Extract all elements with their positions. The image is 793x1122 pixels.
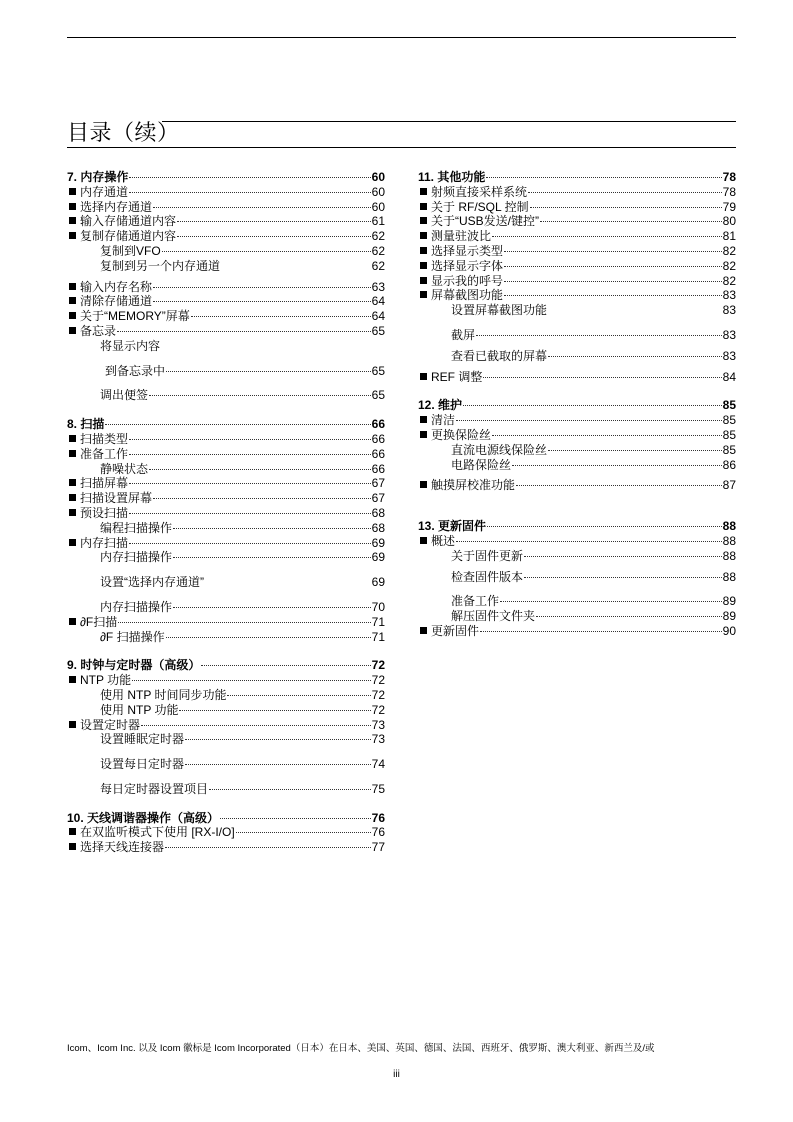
toc-entry[interactable] bbox=[67, 324, 385, 339]
toc-entry-label: 选择显示类型 bbox=[418, 244, 503, 259]
toc-entry-label: 准备工作 bbox=[451, 594, 500, 609]
dot-leader bbox=[153, 207, 371, 208]
dot-leader bbox=[548, 450, 722, 451]
toc-entry-page: 72 bbox=[371, 702, 385, 717]
dot-leader bbox=[492, 236, 722, 237]
toc-entry-label: 输入内存名称 bbox=[67, 280, 152, 295]
toc-entry-page: 66 bbox=[371, 431, 385, 446]
toc-entry-page: 80 bbox=[722, 214, 736, 229]
toc-entry-page: 74 bbox=[371, 757, 385, 772]
toc-entry-page: 81 bbox=[722, 229, 736, 244]
toc-entry-label: 9. 时钟与定时器（高级） bbox=[67, 658, 201, 673]
toc-entry-page: 71 bbox=[371, 629, 385, 644]
toc-entry[interactable] bbox=[67, 600, 385, 615]
toc-entry-label: 设置“选择内存通道” bbox=[100, 575, 204, 590]
toc-entry-label: 截屏 bbox=[451, 327, 476, 342]
toc-entry-label: 测量驻波比 bbox=[418, 229, 491, 244]
spacer bbox=[67, 590, 385, 600]
toc-entry[interactable] bbox=[418, 478, 736, 493]
toc-entry-label: 选择显示字体 bbox=[418, 259, 503, 274]
dot-leader bbox=[540, 221, 722, 222]
dot-leader bbox=[480, 631, 722, 632]
toc-column-right bbox=[418, 170, 736, 639]
toc-entry-page: 89 bbox=[722, 594, 736, 609]
dot-leader bbox=[185, 764, 371, 765]
dot-leader bbox=[165, 847, 371, 848]
toc-entry-page: 79 bbox=[722, 199, 736, 214]
toc-entry[interactable] bbox=[418, 349, 736, 364]
dot-leader bbox=[129, 439, 371, 440]
toc-entry-label: NTP 功能 bbox=[67, 673, 131, 688]
toc-entry-page: 60 bbox=[371, 199, 385, 214]
toc-entry-label: 内存扫描操作 bbox=[100, 599, 173, 614]
toc-entry-page: 63 bbox=[371, 279, 385, 294]
toc-entry[interactable] bbox=[67, 364, 385, 379]
toc-entry[interactable] bbox=[67, 476, 385, 491]
dot-leader bbox=[129, 543, 371, 544]
dot-leader bbox=[512, 465, 722, 466]
toc-entry-page: 89 bbox=[722, 609, 736, 624]
dot-leader bbox=[132, 680, 371, 681]
toc-section-heading[interactable] bbox=[67, 170, 385, 185]
toc-entry-label: 内存扫描 bbox=[67, 536, 128, 551]
toc-entry-page: 64 bbox=[371, 309, 385, 324]
toc-entry-page: 73 bbox=[371, 732, 385, 747]
toc-entry-label: 设置每日定时器 bbox=[100, 757, 185, 772]
toc-entry[interactable] bbox=[418, 609, 736, 624]
toc-entry-page: 69 bbox=[371, 535, 385, 550]
toc-entry-label: REF 调整 bbox=[418, 370, 482, 385]
dot-leader bbox=[227, 695, 370, 696]
toc-entry[interactable] bbox=[67, 388, 385, 403]
toc-entry-label: 清除存储通道 bbox=[67, 294, 152, 309]
toc-entry[interactable] bbox=[67, 782, 385, 797]
dot-leader bbox=[191, 316, 371, 317]
toc-entry-label: 更换保险丝 bbox=[418, 428, 491, 443]
toc-entry-label: 射频直接采样系统 bbox=[418, 185, 527, 200]
toc-entry[interactable] bbox=[67, 732, 385, 747]
toc-entry-label: 概述 bbox=[418, 534, 455, 549]
toc-entry[interactable] bbox=[418, 534, 736, 549]
toc-entry-label: 关于固件更新 bbox=[451, 548, 524, 563]
spacer bbox=[67, 772, 385, 782]
dot-leader bbox=[118, 622, 370, 623]
toc-entry[interactable] bbox=[67, 506, 385, 521]
toc-entry-page: 83 bbox=[722, 303, 736, 318]
toc-entry-page: 83 bbox=[722, 327, 736, 342]
toc-entry[interactable] bbox=[67, 673, 385, 688]
toc-entry-page: 90 bbox=[722, 623, 736, 638]
toc-entry-page: 82 bbox=[722, 273, 736, 288]
toc-entry-label: 关于 RF/SQL 控制 bbox=[418, 200, 529, 215]
toc-entry-page: 66 bbox=[371, 417, 385, 432]
toc-entry[interactable] bbox=[67, 432, 385, 447]
toc-entry-page: 71 bbox=[371, 614, 385, 629]
toc-entry[interactable] bbox=[67, 703, 385, 718]
dot-leader bbox=[177, 221, 371, 222]
dot-leader bbox=[185, 739, 371, 740]
dot-leader bbox=[177, 236, 371, 237]
toc-entry-page: 88 bbox=[722, 548, 736, 563]
toc-entry[interactable] bbox=[67, 825, 385, 840]
dot-leader bbox=[179, 710, 370, 711]
toc-entry-page: 67 bbox=[371, 491, 385, 506]
toc-entry-label: 关于“USB发送/键控” bbox=[418, 214, 539, 229]
toc-section-heading[interactable] bbox=[418, 519, 736, 534]
toc-entry-page: 72 bbox=[371, 658, 385, 673]
toc-entry-page: 82 bbox=[722, 243, 736, 258]
toc-entry[interactable] bbox=[67, 214, 385, 229]
toc-entry[interactable] bbox=[67, 309, 385, 324]
toc-entry[interactable] bbox=[67, 575, 385, 590]
toc-entry-label: 输入存储通道内容 bbox=[67, 214, 176, 229]
toc-entry-page: 60 bbox=[371, 184, 385, 199]
dot-leader bbox=[524, 577, 722, 578]
toc-entry-label: 13. 更新固件 bbox=[418, 519, 487, 534]
dot-leader bbox=[483, 377, 721, 378]
toc-entry-page: 72 bbox=[371, 687, 385, 702]
dot-leader bbox=[528, 192, 722, 193]
dot-leader bbox=[220, 818, 371, 819]
toc-entry-page: 66 bbox=[371, 461, 385, 476]
toc-entry-page: 61 bbox=[371, 214, 385, 229]
toc-entry[interactable] bbox=[67, 244, 385, 259]
toc-entry-page: 69 bbox=[371, 575, 385, 590]
spacer bbox=[67, 747, 385, 757]
spacer bbox=[67, 354, 385, 364]
toc-entry[interactable] bbox=[67, 840, 385, 855]
toc-entry[interactable] bbox=[67, 757, 385, 772]
toc-entry-label: 预设扫描 bbox=[67, 506, 128, 521]
toc-entry-page: 65 bbox=[371, 323, 385, 338]
dot-leader bbox=[149, 469, 371, 470]
toc-entry-page: 82 bbox=[722, 258, 736, 273]
toc-entry-label: 清洁 bbox=[418, 413, 455, 428]
dot-leader bbox=[487, 526, 722, 527]
trademark-note: Icom、Icom Inc. 以及 Icom 徽标是 Icom Incorporated（日本）在日本、美国、英国、德国、法国、西班牙、俄罗斯、澳大利亚、新西兰及/或 bbox=[67, 1043, 655, 1054]
toc-entry[interactable] bbox=[67, 536, 385, 551]
dot-leader bbox=[201, 665, 370, 666]
dot-leader bbox=[504, 295, 722, 296]
toc-entry[interactable] bbox=[418, 413, 736, 428]
toc-entry[interactable] bbox=[418, 328, 736, 343]
toc-entry-page: 76 bbox=[371, 825, 385, 840]
dot-leader bbox=[504, 251, 722, 252]
toc-entry-page: 85 bbox=[722, 427, 736, 442]
toc-section-heading[interactable] bbox=[67, 811, 385, 826]
toc-entry-page: 69 bbox=[371, 550, 385, 565]
dot-leader bbox=[141, 725, 371, 726]
toc-entry-label: 到备忘录中 bbox=[105, 363, 166, 378]
toc-entry-page: 78 bbox=[722, 170, 736, 184]
toc-section-heading[interactable] bbox=[418, 170, 736, 185]
title-rule bbox=[67, 147, 736, 148]
spacer bbox=[67, 797, 385, 811]
toc-entry-page: 75 bbox=[371, 781, 385, 796]
toc-entry-label: 备忘录 bbox=[67, 324, 116, 339]
toc-entry[interactable] bbox=[67, 447, 385, 462]
dot-leader bbox=[153, 287, 371, 288]
toc-entry-page: 86 bbox=[722, 457, 736, 472]
dot-leader bbox=[117, 331, 371, 332]
toc-entry-page: 68 bbox=[371, 505, 385, 520]
toc-entry[interactable] bbox=[67, 462, 385, 477]
toc-entry-page: 60 bbox=[371, 170, 385, 184]
toc-section-heading[interactable] bbox=[67, 658, 385, 673]
dot-leader bbox=[236, 832, 371, 833]
toc-entry-label: 屏幕截图功能 bbox=[418, 288, 503, 303]
dot-leader bbox=[536, 616, 722, 617]
toc-entry-page: 65 bbox=[371, 363, 385, 378]
toc-entry-label: 设置睡眠定时器 bbox=[100, 732, 185, 747]
toc-entry-label: 复制到VFO bbox=[100, 243, 161, 258]
toc-entry-page: 87 bbox=[722, 478, 736, 493]
toc-entry[interactable] bbox=[418, 570, 736, 585]
toc-entry-label: 11. 其他功能 bbox=[418, 170, 486, 184]
toc-entry[interactable] bbox=[67, 491, 385, 506]
spacer bbox=[67, 565, 385, 575]
toc-entry-page: 64 bbox=[371, 294, 385, 309]
spacer bbox=[418, 493, 736, 519]
toc-entry-page: 77 bbox=[371, 840, 385, 855]
toc-section-heading[interactable] bbox=[418, 398, 736, 413]
toc-entry-page: 68 bbox=[371, 520, 385, 535]
toc-entry[interactable] bbox=[67, 339, 385, 354]
dot-leader bbox=[149, 395, 371, 396]
dot-leader bbox=[456, 420, 722, 421]
toc-entry[interactable] bbox=[418, 443, 736, 458]
dot-leader bbox=[105, 424, 370, 425]
toc-entry[interactable] bbox=[67, 185, 385, 200]
toc-entry-label: 设置定时器 bbox=[67, 718, 140, 733]
toc-entry-page: 62 bbox=[371, 243, 385, 258]
toc-entry[interactable] bbox=[418, 185, 736, 200]
toc-entry-label: 准备工作 bbox=[67, 447, 128, 462]
toc-entry-label: 扫描类型 bbox=[67, 432, 128, 447]
toc-entry-page: 85 bbox=[722, 398, 736, 413]
toc-entry[interactable] bbox=[67, 688, 385, 703]
toc-entry-label: 复制存储通道内容 bbox=[67, 229, 176, 244]
dot-leader bbox=[486, 177, 721, 178]
toc-entry-label: 更新固件 bbox=[418, 624, 479, 639]
toc-entry[interactable] bbox=[418, 549, 736, 564]
toc-entry-label: 选择天线连接器 bbox=[67, 840, 164, 855]
toc-entry[interactable] bbox=[67, 280, 385, 295]
spacer bbox=[418, 584, 736, 594]
toc-entry[interactable] bbox=[418, 370, 736, 385]
toc-entry-label: 将显示内容 bbox=[100, 338, 161, 353]
toc-entry-label: 使用 NTP 时间同步功能 bbox=[100, 687, 227, 702]
dot-leader bbox=[173, 607, 371, 608]
dot-leader bbox=[209, 789, 371, 790]
toc-entry-label: 内存通道 bbox=[67, 185, 128, 200]
toc-entry[interactable] bbox=[418, 624, 736, 639]
toc-entry-label: 10. 天线调谐器操作（高级） bbox=[67, 810, 220, 825]
toc-entry[interactable] bbox=[67, 615, 385, 630]
toc-entry[interactable] bbox=[67, 259, 385, 274]
dot-leader bbox=[516, 485, 722, 486]
dot-leader bbox=[166, 371, 371, 372]
toc-entry-label: 触摸屏校准功能 bbox=[418, 478, 515, 493]
toc-entry-page: 62 bbox=[371, 258, 385, 273]
toc-entry-page: 76 bbox=[371, 810, 385, 825]
dot-leader bbox=[500, 601, 722, 602]
dot-leader bbox=[129, 192, 371, 193]
dot-leader bbox=[476, 335, 722, 336]
toc-entry-label: 电路保险丝 bbox=[451, 457, 512, 472]
toc-entry[interactable] bbox=[418, 200, 736, 215]
toc-entry[interactable] bbox=[67, 294, 385, 309]
dot-leader bbox=[166, 637, 371, 638]
toc-entry[interactable] bbox=[67, 630, 385, 645]
toc-entry-label: 扫描设置屏幕 bbox=[67, 491, 152, 506]
toc-entry-label: 在双监听模式下使用 [RX-I/O] bbox=[67, 825, 235, 840]
dot-leader bbox=[153, 301, 371, 302]
toc-entry-page: 83 bbox=[722, 348, 736, 363]
top-rule bbox=[67, 37, 736, 38]
page-title: 目录（续） bbox=[67, 120, 180, 145]
toc-entry-label: 显示我的呼号 bbox=[418, 274, 503, 289]
toc-entry-label: 关于“MEMORY”屏幕 bbox=[67, 309, 190, 324]
toc-entry-label: 8. 扫描 bbox=[67, 417, 105, 432]
toc-entry-page: 88 bbox=[722, 569, 736, 584]
toc-entry-label: ∂F 扫描操作 bbox=[100, 629, 165, 644]
toc-entry[interactable] bbox=[418, 214, 736, 229]
toc-entry-page: 70 bbox=[371, 599, 385, 614]
dot-leader bbox=[492, 435, 722, 436]
toc-entry[interactable] bbox=[67, 200, 385, 215]
toc-entry[interactable] bbox=[67, 521, 385, 536]
dot-leader bbox=[463, 405, 722, 406]
spacer bbox=[67, 403, 385, 417]
dot-leader bbox=[162, 251, 371, 252]
toc-entry-page: 78 bbox=[722, 184, 736, 199]
toc-entry-label: 内存扫描操作 bbox=[100, 550, 173, 565]
dot-leader bbox=[504, 281, 722, 282]
toc-entry-label: 编程扫描操作 bbox=[100, 520, 173, 535]
toc-entry-label: 使用 NTP 功能 bbox=[100, 702, 179, 717]
toc-entry-label: 调出便签 bbox=[100, 388, 149, 403]
dot-leader bbox=[153, 498, 371, 499]
toc-entry[interactable] bbox=[418, 458, 736, 473]
dot-leader bbox=[129, 454, 371, 455]
spacer bbox=[418, 318, 736, 328]
title-rule-upper bbox=[162, 121, 736, 122]
toc-entry-label: 设置屏幕截图功能 bbox=[451, 303, 548, 318]
page-number: iii bbox=[393, 1069, 400, 1080]
toc-entry-label: 7. 内存操作 bbox=[67, 170, 129, 184]
toc-entry-page: 84 bbox=[722, 369, 736, 384]
spacer bbox=[67, 378, 385, 388]
toc-column-left bbox=[67, 170, 385, 855]
toc-entry[interactable] bbox=[67, 718, 385, 733]
toc-entry[interactable] bbox=[418, 259, 736, 274]
toc-entry-label: 复制到另一个内存通道 bbox=[100, 258, 221, 273]
toc-entry[interactable] bbox=[67, 550, 385, 565]
toc-entry[interactable] bbox=[418, 229, 736, 244]
toc-entry-page: 65 bbox=[371, 388, 385, 403]
toc-entry-label: 静噪状态 bbox=[100, 461, 149, 476]
toc-entry-page: 72 bbox=[371, 673, 385, 688]
dot-leader bbox=[173, 528, 371, 529]
toc-entry[interactable] bbox=[67, 229, 385, 244]
toc-entry-label: 直流电源线保险丝 bbox=[451, 442, 548, 457]
toc-entry-label: ∂F扫描 bbox=[67, 615, 117, 630]
spacer bbox=[418, 384, 736, 398]
dot-leader bbox=[524, 556, 722, 557]
dot-leader bbox=[173, 557, 371, 558]
toc-entry-page: 85 bbox=[722, 413, 736, 428]
toc-entry-page: 85 bbox=[722, 442, 736, 457]
toc-entry[interactable] bbox=[418, 594, 736, 609]
toc-entry[interactable] bbox=[418, 288, 736, 303]
toc-entry-page: 66 bbox=[371, 446, 385, 461]
dot-leader bbox=[548, 356, 722, 357]
toc-entry-label: 扫描屏幕 bbox=[67, 476, 128, 491]
toc-entry-label: 查看已截取的屏幕 bbox=[451, 348, 548, 363]
dot-leader bbox=[129, 177, 370, 178]
toc-entry-label: 12. 维护 bbox=[418, 398, 463, 413]
dot-leader bbox=[129, 513, 371, 514]
spacer bbox=[67, 644, 385, 658]
toc-entry-page: 83 bbox=[722, 288, 736, 303]
toc-entry[interactable] bbox=[418, 274, 736, 289]
dot-leader bbox=[129, 483, 371, 484]
toc-entry-page: 62 bbox=[371, 229, 385, 244]
toc-entry-page: 88 bbox=[722, 519, 736, 534]
dot-leader bbox=[530, 207, 722, 208]
toc-entry-label: 解压固件文件夹 bbox=[451, 609, 536, 624]
toc-entry-page: 67 bbox=[371, 476, 385, 491]
toc-entry-label: 每日定时器设置项目 bbox=[100, 781, 209, 796]
toc-entry[interactable] bbox=[418, 428, 736, 443]
toc-entry[interactable] bbox=[418, 244, 736, 259]
toc-entry-label: 选择内存通道 bbox=[67, 200, 152, 215]
toc-entry[interactable] bbox=[418, 303, 736, 318]
toc-section-heading[interactable] bbox=[67, 417, 385, 432]
dot-leader bbox=[504, 266, 722, 267]
toc-entry-page: 88 bbox=[722, 533, 736, 548]
toc-entry-page: 73 bbox=[371, 717, 385, 732]
dot-leader bbox=[456, 541, 722, 542]
toc-entry-label: 检查固件版本 bbox=[451, 569, 524, 584]
